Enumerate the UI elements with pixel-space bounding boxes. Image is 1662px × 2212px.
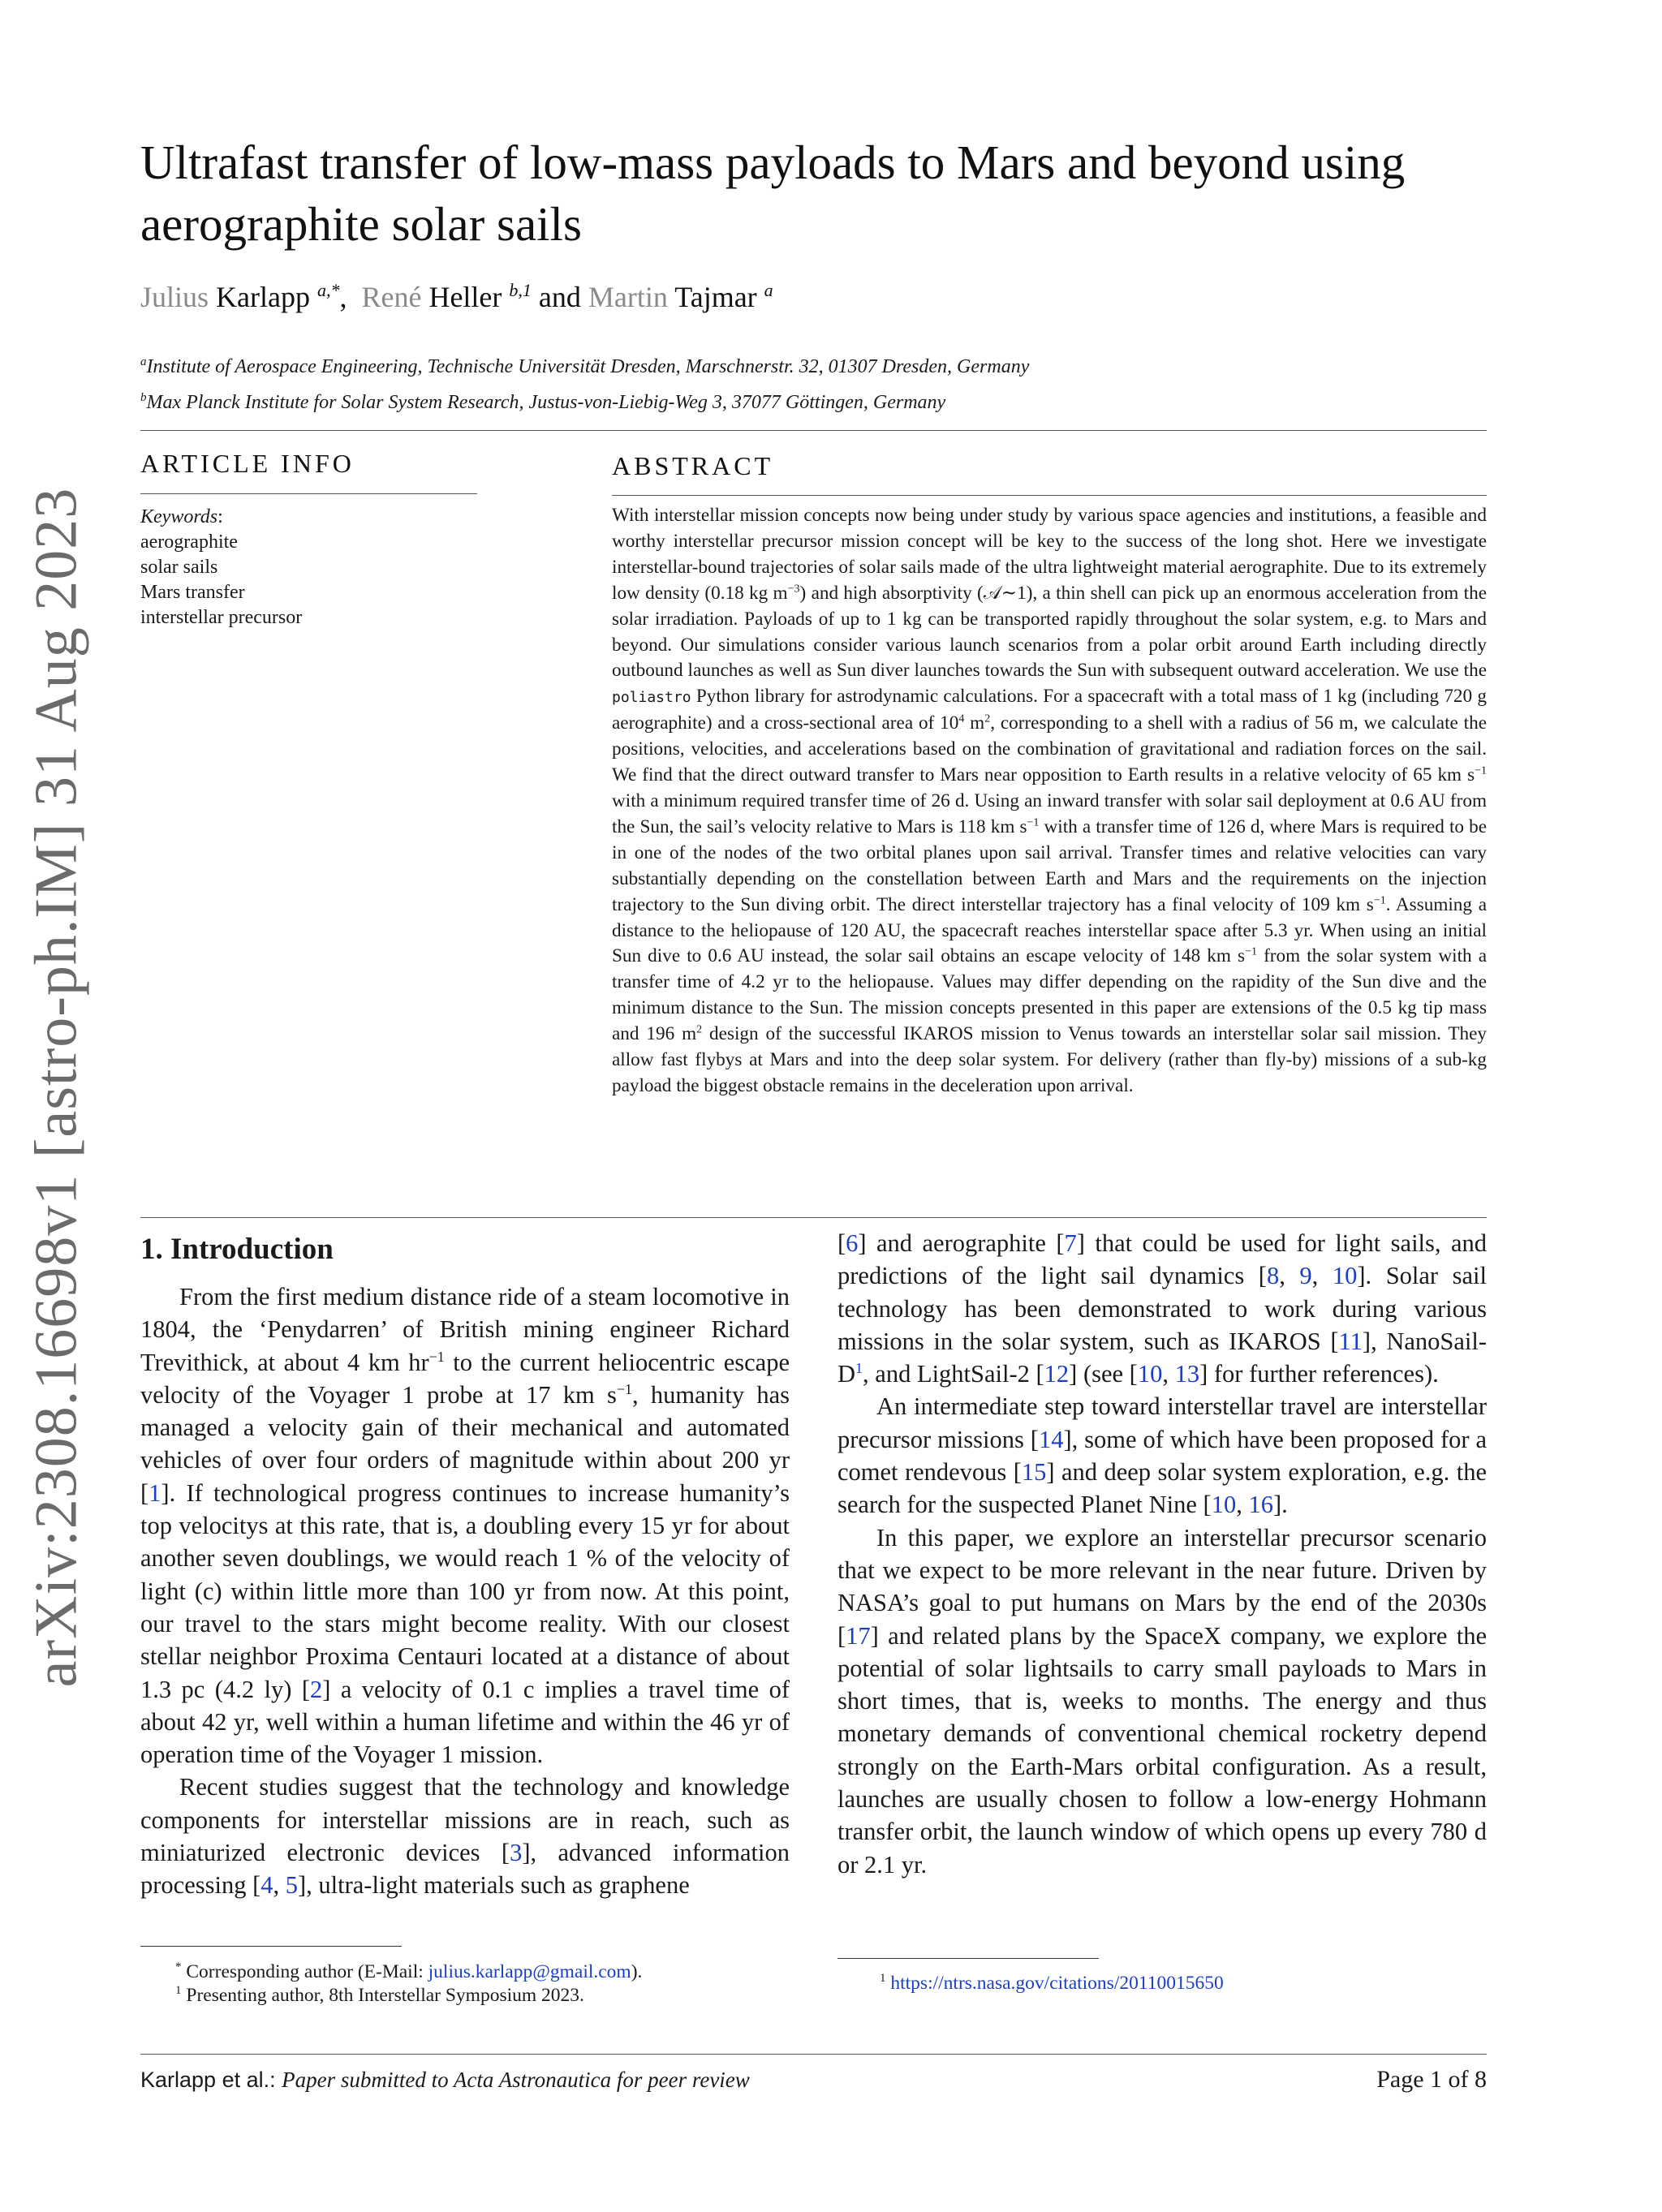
citation-link[interactable]: 10 <box>1211 1491 1237 1519</box>
citation-link[interactable]: 1 <box>149 1478 161 1507</box>
citation-link[interactable]: 3 <box>510 1839 523 1867</box>
section-heading: 1. Introduction <box>140 1233 334 1266</box>
author-given-name: René <box>361 281 422 313</box>
citation-link[interactable]: 17 <box>846 1621 871 1650</box>
body-left-column <box>140 1280 790 1902</box>
author-mark: b,1 <box>509 280 532 300</box>
citation-link[interactable]: 15 <box>1021 1458 1047 1487</box>
keyword: aerographite <box>140 531 238 553</box>
affiliation: $^a$Institute of Aerospace Engineering, Technische Universität Dresden, Marschnerstr. 32, 01307 Dresden, Germany <box>140 355 1030 377</box>
email-link[interactable]: julius.karlapp@gmail.com <box>428 1960 631 1982</box>
abstract-text: With interstellar mission concepts now being under study by various space agencies and institutions, a feasible and worthy interstellar precursor mission concept will be key to the success of the long shot. Here we investigate interstellar-bound trajectories of solar sails made of the ultra lightweight material aerographite. Due to its extremely low density (0.18 kg $m^{-3}$) and high absorptivity (𝒜∼1), a thin shell can pick up an enormous acceleration from the solar irradiation. Payloads of up to 1 kg can be transported rapidly throughout the solar system, e.g. to Mars and beyond. Our simulations consider various launch scenarios from a polar orbit around Earth including directly outbound launches as well as Sun diver launches towards the Sun with subsequent outward acceleration. We use the poliastro Python library for astrodynamic calculations. For a spacecraft with a total mass of 1 kg (including 720 g aerographite) and a cross-sectional area of $10^4$ $m^2$, corresponding to a shell with a radius of 56 m, we calculate the positions, velocities, and accelerations based on the combination of gravitational and radiation forces on the sail. We find that the direct outward transfer to Mars near opposition to Earth results in a relative velocity of 65 km $s^{-1}$ with a minimum required transfer time of 26 d. Using an inward transfer with solar sail deployment at 0.6 AU from the Sun, the sail’s velocity relative to Mars is 118 km $s^{-1}$ with a transfer time of 126 d, where Mars is required to be in one of the nodes of the two orbital planes upon sail arrival. Transfer times and relative velocities can vary substantially depending on the constellation between Earth and Mars and the requirements on the injection trajectory to the Sun diving orbit. The direct interstellar trajectory has a final velocity of 109 km $s^{-1}$. Assuming a distance to the heliopause of 120 AU, the spacecraft reaches interstellar space after 5.3 yr. When using an initial Sun dive to 0.6 AU instead, the solar sail obtains an escape velocity of 148 km $s^{-1}$ from the solar system with a transfer time of 4.2 yr to the heliopause. Values may differ depending on the rapidity of the Sun dive and the minimum distance to the Sun. The mission concepts presented in this paper are extensions of the 0.5 kg tip mass and 196 $m^2$ design of the successful IKAROS mission to Venus towards an interstellar solar sail mission. They allow fast flybys at Mars and into the deep solar system. For delivery (rather than fly-by) missions of a sub-kg payload the biggest obstacle remains in the deceleration upon arrival. <box>612 505 1488 1096</box>
citation-link[interactable]: 13 <box>1174 1360 1200 1388</box>
paragraph: In this paper, we explore an interstellar precursor scenario that we expect to be more relevant in the near future. Driven by NASA’s goal to put humans on Mars by the end of the 2030s [17] and related plans by the SpaceX company, we explore the potential of solar lightsails to carry small payloads to Mars in short times, that is, weeks to months. The energy and thus monetary demands of conventional chemical rocketry depend strongly on the Earth-Mars orbital configuration. As a result, launches are usually chosen to follow a low-energy Hohmann transfer orbit, the launch window of which opens up every 780 d or 2.1 yr. <box>837 1523 1487 1878</box>
author-family-name: Tajmar <box>674 281 757 313</box>
footnote: $^1$ Presenting author, 8th Interstellar Symposium 2023. <box>175 1984 584 2006</box>
keyword: interstellar precursor <box>140 607 303 628</box>
citation-link[interactable]: 6 <box>846 1229 859 1257</box>
footnote-divider <box>140 1946 402 1947</box>
page-number: Page 1 of 8 <box>1376 2066 1487 2093</box>
footer-divider <box>140 2054 1487 2055</box>
author-list: Julius Karlapp $^{a,*}$, René Heller $^{b,1}$ and Martin Tajmar $^a$ <box>140 280 773 313</box>
footnote-mark[interactable]: 1 <box>855 1360 863 1377</box>
citation-link[interactable]: 4 <box>260 1871 273 1900</box>
paragraph: [6] and aerographite [7] that could be used for light sails, and predictions of the light sail dynamics [8, 9, 10]. Solar sail technology has been demonstrated to work during various missions in the solar system, such as IKAROS [11], NanoSail-D$^1$, and LightSail-2 [12] (see [10, 13] for further references). <box>837 1229 1488 1388</box>
footnote-divider <box>837 1958 1099 1959</box>
footnote: * Corresponding author (E-Mail: julius.karlapp@gmail.com). <box>175 1960 643 1982</box>
citation-link[interactable]: 2 <box>309 1675 323 1703</box>
citation-link[interactable]: 10 <box>1137 1360 1163 1388</box>
citation-link[interactable]: 7 <box>1064 1229 1077 1257</box>
header-divider <box>140 430 1487 431</box>
paragraph: Recent studies suggest that the technology and knowledge components for interstellar missions are in reach, such as miniaturized electronic devices [3], advanced information processing [4, 5], ultra-light materials such as graphene <box>140 1773 790 1900</box>
footer-journal: Paper submitted to Acta Astronautica for peer review <box>282 2068 750 2092</box>
footer-authors: Karlapp et al.: <box>140 2068 276 2092</box>
citation-link[interactable]: 16 <box>1248 1491 1273 1519</box>
abstract-heading: ABSTRACT <box>612 451 774 480</box>
author-mark: a <box>764 280 773 300</box>
abstract-divider <box>612 495 1487 496</box>
footnote: $^1$ https://ntrs.nasa.gov/citations/20110015650 <box>880 1972 1224 1994</box>
article-info-heading: ARTICLE INFO <box>140 449 355 478</box>
citation-link[interactable]: 10 <box>1332 1262 1358 1290</box>
author-family-name: Karlapp <box>216 281 310 313</box>
affiliation: $^b$Max Planck Institute for Solar System Research, Justus-von-Liebig-Weg 3, 37077 Göttingen, Germany <box>140 391 946 413</box>
affiliations <box>140 346 1029 418</box>
citation-link[interactable]: 11 <box>1338 1327 1363 1355</box>
citation-link[interactable]: 5 <box>285 1871 298 1900</box>
paragraph: From the first medium distance ride of a steam locomotive in 1804, the ‘Penydarren’ of British mining engineer Richard Trevithick, at about 4 km $hr^{-1}$ to the current heliocentric escape velocity of the Voyager 1 probe at 17 km $s^{-1}$, humanity has managed a velocity gain of their mechanical and automated vehicles of over four orders of magnitude within about 200 yr [1]. If technological progress continues to increase humanity’s top velocitys at this rate, that is, a doubling every 15 yr for about another seven doublings, we would reach 1 % of the velocity of light (c) within little more than 100 yr from now. At this point, our travel to the stars might become reality. With our closest stellar neighbor Proxima Centauri located at a distance of about 1.3 pc (4.2 ly) [2] a velocity of 0.1 c implies a travel time of about 42 yr, well within a human lifetime and within the 46 yr of operation time of the Voyager 1 mission. <box>140 1283 790 1769</box>
author-and: and <box>538 281 581 313</box>
keywords-block: Keywords: aerographite solar sails Mars transfer interstellar precursor <box>140 505 302 630</box>
paper-title: Ultrafast transfer of low-mass payloads to Mars and beyond using aerographite solar sails <box>140 136 1406 251</box>
body-right-column <box>837 1227 1487 1881</box>
running-footer <box>140 2068 750 2093</box>
keyword: solar sails <box>140 557 218 578</box>
code-name: poliastro <box>612 689 691 707</box>
article-info-divider <box>140 493 477 494</box>
citation-link[interactable]: 12 <box>1044 1360 1070 1388</box>
citation-link[interactable]: 14 <box>1038 1425 1064 1453</box>
author-family-name: Heller <box>428 281 502 313</box>
author-given-name: Martin <box>588 281 668 313</box>
arxiv-stamp: arXiv:2308.16698v1 [astro-ph.IM] 31 Aug 2023 <box>23 487 90 1688</box>
citation-link[interactable]: 9 <box>1299 1262 1312 1290</box>
keywords-label: Keywords <box>140 506 218 527</box>
body-divider <box>140 1217 1487 1218</box>
author-mark: a,* <box>316 280 340 300</box>
citation-link[interactable]: 8 <box>1266 1262 1280 1290</box>
keyword: Mars transfer <box>140 582 245 603</box>
author-given-name: Julius <box>140 281 209 313</box>
paragraph: An intermediate step toward interstellar travel are interstellar precursor missions [14], some of which have been proposed for a comet rendevous [15] and deep solar system exploration, e.g. the search for the suspected Planet Nine [10, 16]. <box>837 1392 1487 1519</box>
footnote-url-link[interactable]: https://ntrs.nasa.gov/citations/20110015650 <box>890 1972 1224 1994</box>
